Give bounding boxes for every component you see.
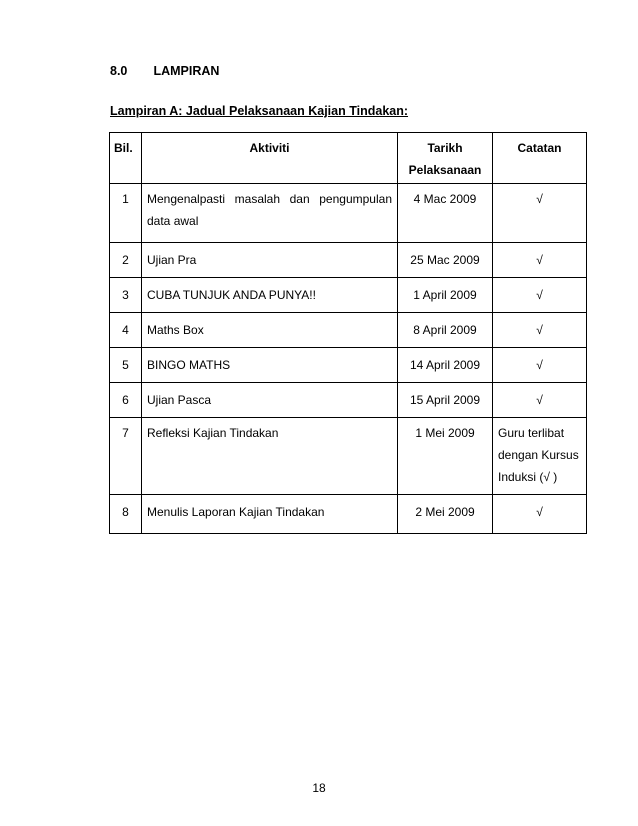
schedule-table bbox=[109, 132, 587, 534]
cell-bil: 4 bbox=[110, 313, 142, 348]
table-header-row bbox=[110, 133, 587, 184]
cell-tarikh: 14 April 2009 bbox=[398, 348, 493, 383]
page-number: 18 bbox=[312, 781, 326, 795]
header-tarikh bbox=[398, 133, 493, 184]
catatan-line: Guru terlibat bbox=[498, 426, 565, 440]
cell-catatan: √ bbox=[493, 383, 587, 418]
header-tarikh-line2: Pelaksanaan bbox=[408, 163, 482, 177]
cell-tarikh: 25 Mac 2009 bbox=[398, 243, 493, 278]
cell-aktiviti: Ujian Pra bbox=[142, 243, 398, 278]
cell-catatan: √ bbox=[493, 243, 587, 278]
cell-aktiviti: Menulis Laporan Kajian Tindakan bbox=[142, 495, 398, 534]
table-row bbox=[110, 184, 587, 243]
cell-catatan: √ bbox=[493, 348, 587, 383]
table-row bbox=[110, 348, 587, 383]
cell-aktiviti: Maths Box bbox=[142, 313, 398, 348]
header-catatan: Catatan bbox=[493, 133, 587, 184]
section-title: LAMPIRAN bbox=[153, 64, 220, 78]
cell-tarikh: 8 April 2009 bbox=[398, 313, 493, 348]
cell-bil: 1 bbox=[110, 184, 142, 243]
table-row bbox=[110, 278, 587, 313]
cell-aktiviti: CUBA TUNJUK ANDA PUNYA!! bbox=[142, 278, 398, 313]
cell-catatan: √ bbox=[493, 184, 587, 243]
cell-bil: 2 bbox=[110, 243, 142, 278]
table-caption: Lampiran A: Jadual Pelaksanaan Kajian Tindakan: bbox=[110, 104, 409, 118]
section-heading bbox=[110, 64, 219, 78]
cell-catatan: √ bbox=[493, 313, 587, 348]
cell-aktiviti: Mengenalpasti masalah dan pengumpulan data awal bbox=[142, 184, 398, 243]
cell-bil: 8 bbox=[110, 495, 142, 534]
cell-tarikh: 1 Mei 2009 bbox=[398, 418, 493, 495]
cell-aktiviti: Refleksi Kajian Tindakan bbox=[142, 418, 398, 495]
table-row bbox=[110, 383, 587, 418]
section-number: 8.0 bbox=[110, 64, 128, 78]
cell-tarikh: 2 Mei 2009 bbox=[398, 495, 493, 534]
table-row bbox=[110, 495, 587, 534]
cell-bil: 3 bbox=[110, 278, 142, 313]
header-aktiviti: Aktiviti bbox=[142, 133, 398, 184]
cell-aktiviti: Ujian Pasca bbox=[142, 383, 398, 418]
header-tarikh-line1: Tarikh bbox=[427, 141, 463, 155]
table-row bbox=[110, 313, 587, 348]
cell-bil: 6 bbox=[110, 383, 142, 418]
cell-catatan bbox=[493, 418, 587, 495]
cell-tarikh: 1 April 2009 bbox=[398, 278, 493, 313]
header-bil: Bil. bbox=[110, 133, 142, 184]
cell-aktiviti: BINGO MATHS bbox=[142, 348, 398, 383]
catatan-line: dengan Kursus bbox=[498, 448, 579, 462]
cell-bil: 7 bbox=[110, 418, 142, 495]
table-row bbox=[110, 243, 587, 278]
cell-catatan: √ bbox=[493, 278, 587, 313]
table-row bbox=[110, 418, 587, 495]
cell-tarikh: 4 Mac 2009 bbox=[398, 184, 493, 243]
catatan-line: Induksi (√ ) bbox=[498, 470, 558, 484]
cell-catatan: √ bbox=[493, 495, 587, 534]
cell-bil: 5 bbox=[110, 348, 142, 383]
cell-tarikh: 15 April 2009 bbox=[398, 383, 493, 418]
